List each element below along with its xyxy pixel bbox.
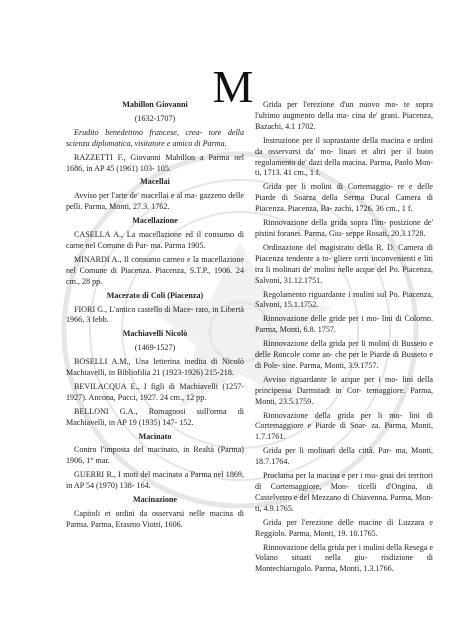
bibliography-entry: Rinnovazione delle gride per i mo- lini di Colorno. Parma, Monti, 6.8. 1757. — [255, 314, 433, 335]
bibliography-entry: Rinnovazione della grida per li mo- lini di Cortemaggiore e Piarde di Soar- za. Parma, Monti, 1.7.1761. — [255, 410, 433, 442]
bibliography-entry: Avviso riguardante le acque per i mo- lini della principessa Darmstadt in Cor- temaggiore. Parma, Monti, 23.5.1759. — [255, 374, 433, 406]
bibliography-entry: Capitoli et ordini da osservarsi nelle macina di Parma. Parma, Erasmo Viotti, 1606. — [66, 509, 244, 529]
entry-description: Erudito benedettino francese, crea- tore della scienza diplomatica, visitatore e amico di Parma. — [66, 127, 244, 148]
bibliography-entry: Grida per li molini di Cortemaggio- re e delle Piarde di Soarza della Serma Ducal Camera di Piacenza. Piacenza, Ba- zachi, 1726. 36 cm., 1 f. — [255, 182, 433, 214]
entry-dates: (1632-1707) — [134, 113, 176, 123]
entry-heading: Macellai — [140, 177, 170, 187]
bibliography-entry: Proclama per la macina e per i mu- gnai dei territori di Cortemaggiore, Mon- ticelli d'Ongina, di Castelvetro e del Mezzano di Chiavenna. Parma, Mon- ti, 4.9.1765. — [255, 471, 433, 513]
section-letter: M — [212, 61, 255, 112]
bibliography-entry: Ordinazione del magistrato della R. D. Camera di Piacenza tendente a to- gliere certi inconvenienti e liti tra li molinari de' molini nelle acque del Po. Piacenza, Salvoni, 31.12.1751. — [255, 242, 433, 285]
bibliography-entry: Grida per l'erezione delle macine di Luzzara e Reggiolo. Parma, Monti, 19. 10.1765. — [255, 517, 433, 538]
bibliography-entry: BEVILACQUA E., I figli di Machiavelli (1257-1927). Ancona, Pucci, 1927. 24 cm., 12 pp. — [66, 381, 244, 402]
bibliography-entry: CASELLA A., La macellazione ed il consumo di carne nel Comune di Par- ma. Parma 1905. — [66, 230, 244, 250]
bibliography-entry: Regolamento riguardante i mulini sul Po. Piacenza, Salvoni, 15.1.1752. — [255, 289, 433, 310]
entry-heading: Macerato di Coli (Piacenza) — [106, 290, 204, 300]
entry-heading: Macinato — [138, 431, 172, 441]
bibliography-entry: Grida per li molinari della città. Par- ma, Monti, 18.7.1764. — [255, 446, 433, 467]
bibliography-entry: BELLONI G.A., Romagnosi sull'orma di Machiavelli, in AP 19 (1935) 147- 152. — [66, 406, 244, 427]
entry-heading: Macinazione — [132, 495, 178, 505]
left-column — [66, 100, 244, 531]
entry-heading: Machiavelli Nicolò — [122, 329, 188, 339]
bibliography-entry: Rinnovazione della grida per li molini di Busseto e delle Roncole come an- che per le Piarde di Busseto e di Pole- sine. Parma, Monti, 3.9.1757. — [255, 339, 433, 370]
bibliography-entry: MINARDI A., Il consumo carneo e la macellazione nel Comune di Piacenza. Piacenza, S.T.P., 1906. 24 cm., 28 pp. — [66, 254, 244, 286]
right-column — [255, 100, 433, 575]
bibliography-entry: Instruzione per il soprastante della macina e ordini da osservarsi da' mo- linari et altri per il buon regolamento de' dazi della macina. Parma, Paolo Mon- ti, 1713. 41 cm., 1 f. — [255, 135, 433, 178]
bibliography-entry: FIORI G., L'antico castello di Mace- rato, in Libertà 1966, 3 febb. — [66, 304, 244, 325]
entry-heading: Macellazione — [132, 216, 178, 226]
bibliography-entry: Avviso per l'arte de' macellai e al ma- gazzeno delle pelli. Parma, Monti, 27.3. 1762. — [66, 191, 244, 212]
bibliography-entry: Rinnovazione della grida sopra l'im- posizione de' pistini foranei. Parma, Giu- seppe Rosati, 20.3.1728. — [255, 218, 433, 238]
bibliography-entry: GUERRI R., I moti del macinato a Parma nel 1869, in AP 54 (1970) 138- 164. — [66, 470, 244, 491]
bibliography-entry: Contro l'imposta del macinato, in Realtà (Parma) 1906, 1° mar. — [66, 445, 244, 466]
bibliography-entry: Rinnovazione della grida per i mulini della Resega e Volano situati nella giu- risdizione di Montechiarugolo. Parma, Monti, 1.3.1766. — [255, 542, 433, 574]
entry-heading: Mabillon Giovanni — [122, 100, 188, 109]
bibliography-entry: Grida per l'erezione d'un nuovo mo- te sopra l'ultimo augmento della ma- cina de' grani. Piacenza, Bazachi, 4.1 1702. — [255, 100, 433, 131]
entry-dates: (1469-1527) — [134, 343, 176, 353]
bibliography-entry: RAZZETTI F., Giovanni Mabillon a Parma nel 1686, in AP 45 (1961) 103- 105. — [66, 152, 244, 173]
bibliography-entry: BOSELLI A.M., Una letterina inedita di Nicolò Machiavelli, in Bibliofilia 21 (1923-1926) 215-218. — [66, 357, 244, 378]
